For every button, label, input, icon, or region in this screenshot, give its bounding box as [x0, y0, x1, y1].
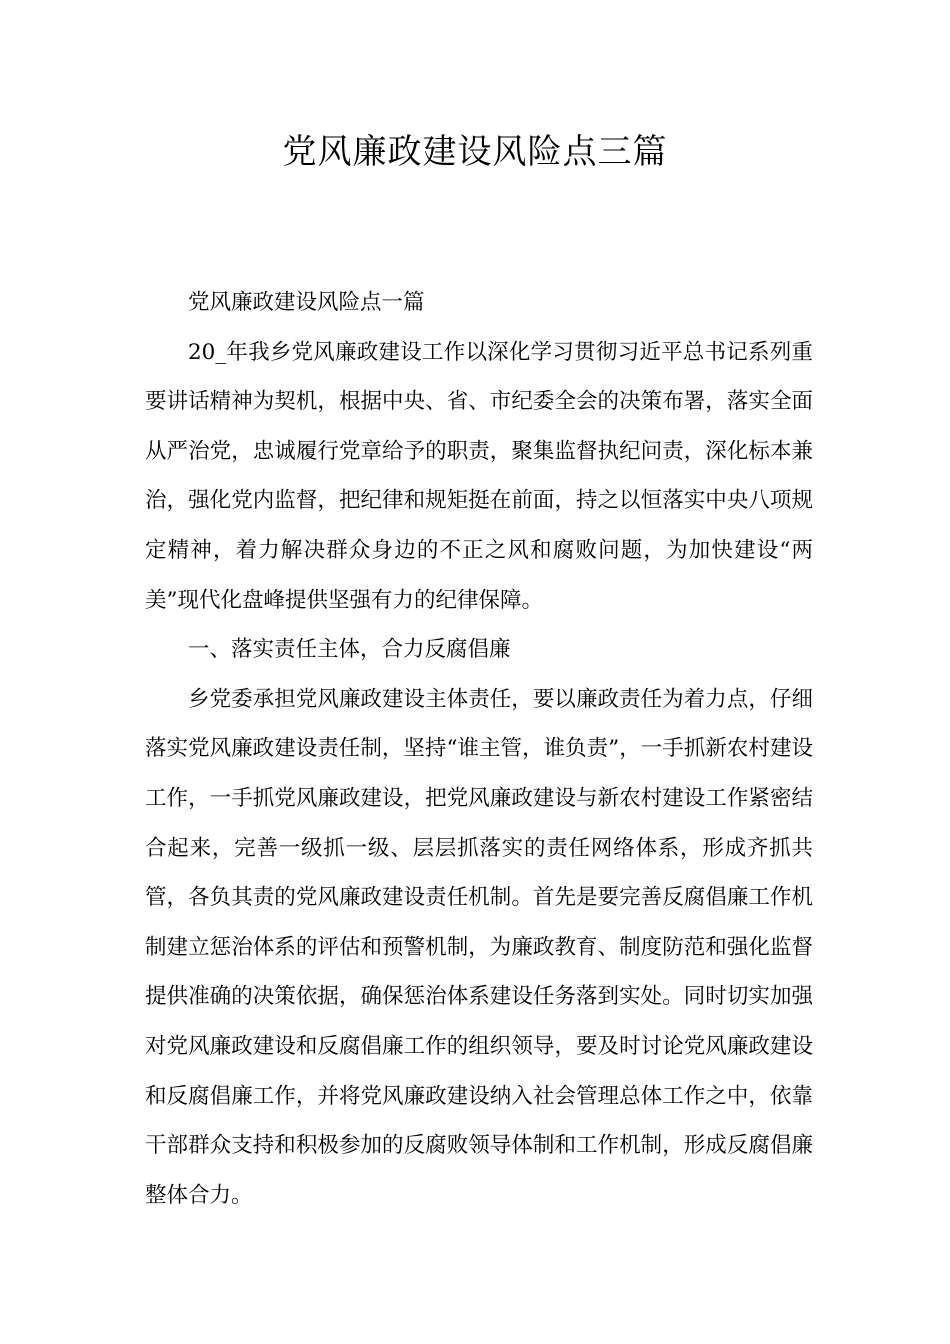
body-paragraph: 乡党委承担党风廉政建设主体责任，要以廉政责任为着力点，仔细落实党风廉政建设责任制，坚持“谁主管，谁负责”，一手抓新农村建设工作，一手抓党风廉政建设，把党风廉政建设与新农村建设工作紧密结合起来，完善一级抓一级、层层抓落实的责任网络体系，形成齐抓共管，各负其责的党风廉政建设责任机制。首先是要完善反腐倡廉工作机制建立惩治体系的评估和预警机制，为廉政教育、制度防范和强化监督提供准确的决策依据，确保惩治体系建设任务落到实处。同时切实加强对党风廉政建设和反腐倡廉工作的组织领导，要及时讨论党风廉政建设和反腐倡廉工作，并将党风廉政建设纳入社会管理总体工作之中，依靠干部群众支持和积极参加的反腐败领导体制和工作机制，形成反腐倡廉整体合力。	[145, 686, 813, 1208]
document-title: 党风廉政建设风险点三篇	[282, 132, 668, 172]
intro-paragraph: 20_年我乡党风廉政建设工作以深化学习贯彻习近平总书记系列重要讲话精神为契机，根据中央、省、市纪委全会的决策布署，落实全面从严治党，忠诚履行党章给予的职责，聚集监督执纪问责，深化标本兼治，强化党内监督，把纪律和规矩挺在前面，持之以恒落实中央八项规定精神，着力解决群众身边的不正之风和腐败问题，为加快建设“两美”现代化盘峰提供坚强有力的纪律保障。	[145, 339, 813, 613]
section-heading-part-one: 党风廉政建设风险点一篇	[188, 290, 425, 315]
section-heading-one: 一、落实责任主体，合力反腐倡廉	[188, 637, 511, 663]
document-body	[145, 278, 813, 1220]
